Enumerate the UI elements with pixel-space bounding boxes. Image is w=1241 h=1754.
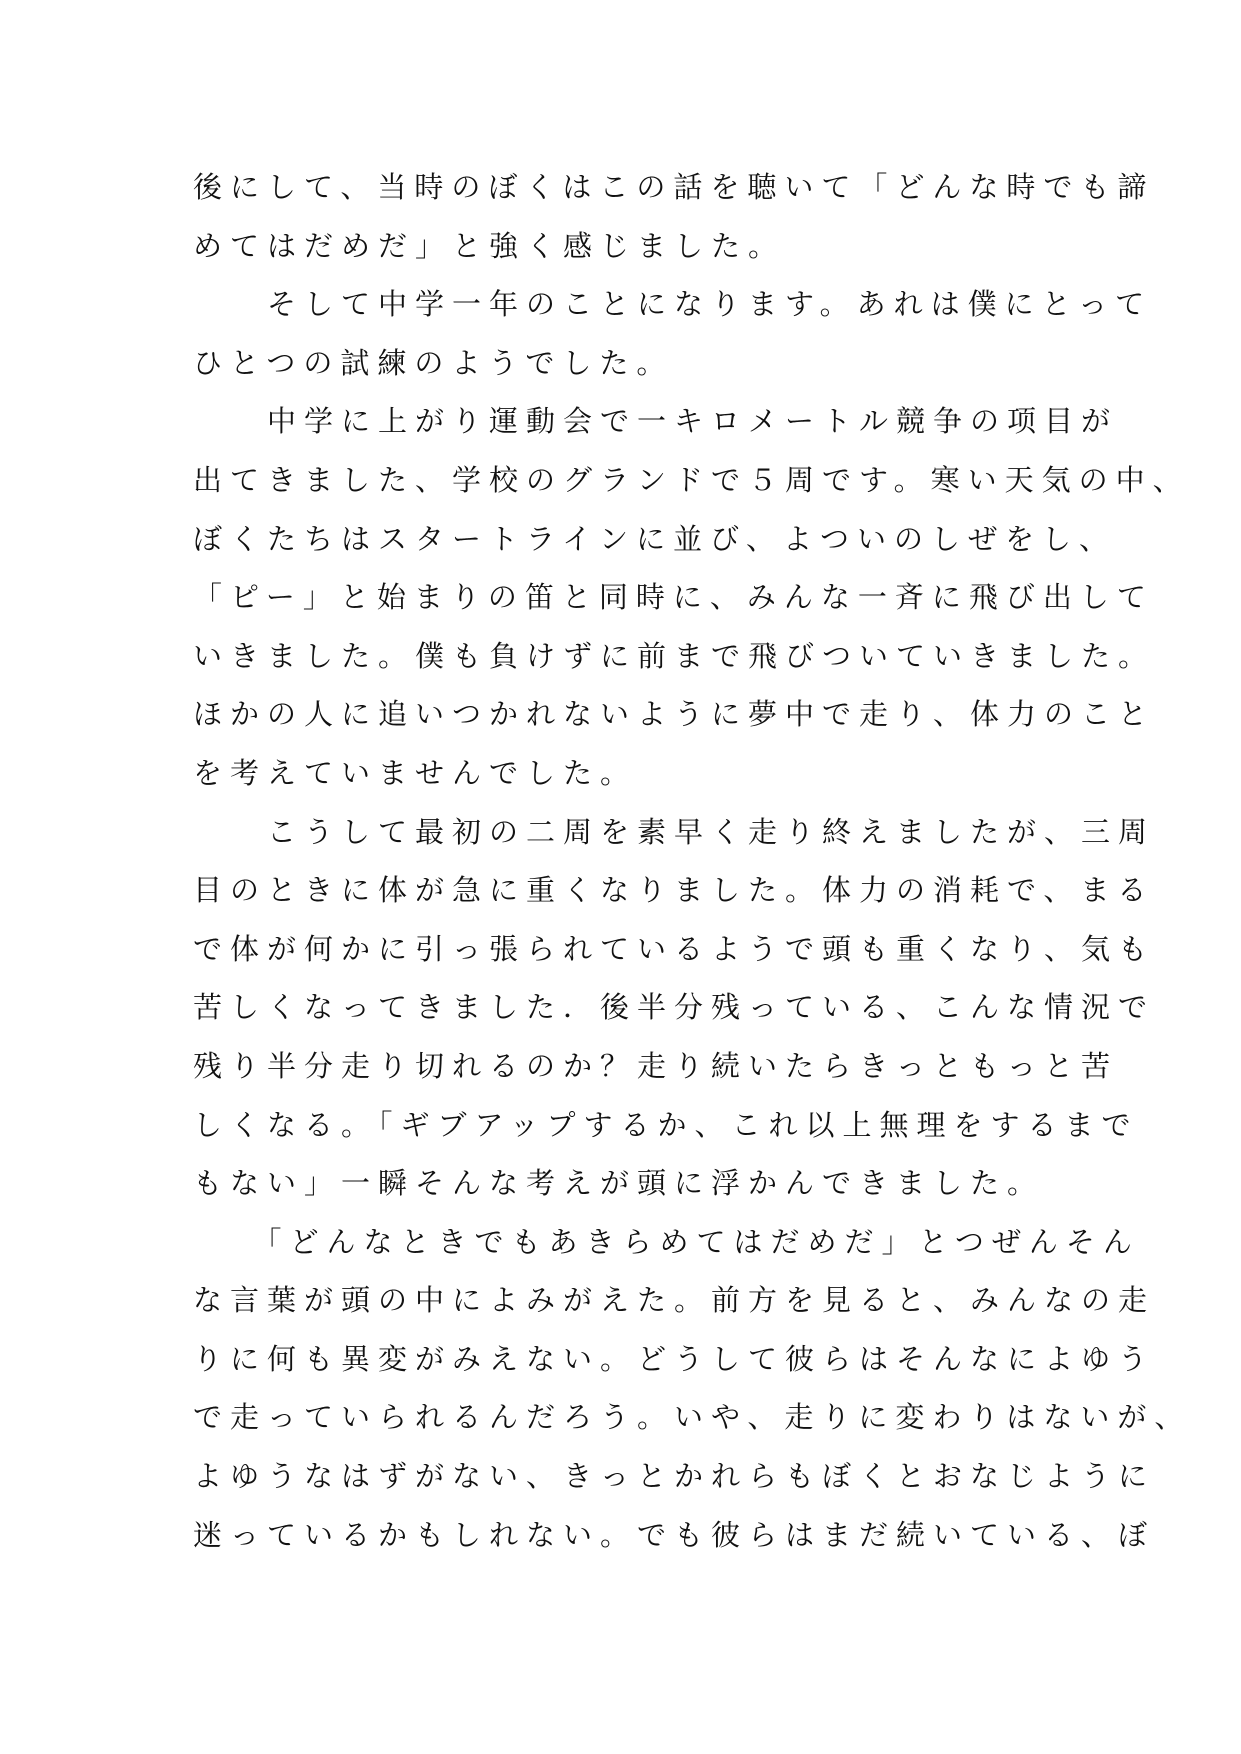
text-line: ひとつの試練のようでした。 [193,345,674,380]
text-line: りに何も異変がみえない。どうして彼らはそんなによゆう [193,1341,1156,1376]
text-line: いきました。僕も負けずに前まで飛びついていきました。 [193,638,1156,673]
text-line: で走っていられるんだろう。いや、走りに変わりはないが、 [193,1400,1192,1435]
text-line: 迷っているかもしれない。でも彼らはまだ続いている、ぼ [193,1517,1156,1552]
text-line: ぼくたちはスタートラインに並び、よついのしぜをし、 [193,521,1116,556]
text-line: しくなる。「ギブアップするか、これ以上無理をするまで [193,1107,1139,1142]
text-line: 出てきました、学校のグランドで５周です。寒い天気の中、 [193,462,1190,497]
text-line: で体が何かに引っ張られているようで頭も重くなり、気も [193,931,1156,966]
text-line: な言葉が頭の中によみがえた。前方を見ると、みんなの走 [193,1283,1156,1318]
text-line: もない」一瞬そんな考えが頭に浮かんできました。 [193,1166,1045,1201]
text-line: こうして最初の二周を素早く走り終えましたが、三周 [193,814,1156,849]
text-line: 苦しくなってきました．後半分残っている、こんな情況で [193,990,1156,1025]
text-line: 目のときに体が急に重くなりました。体力の消耗で、まる [193,873,1155,908]
text-line: 残り半分走り切れるのか？走り続いたらきっともっと苦 [193,1048,1119,1083]
text-line: 「ピー」と始まりの笛と同時に、みんな一斉に飛び出して [193,580,1154,615]
text-line: そして中学一年のことになります。あれは僕にとって [193,287,1153,322]
text-line: 後にして、当時のぼくはこの話を聴いて「どんな時でも諦 [193,170,1155,204]
text-line: 中学に上がり運動会で一キロメートル競争の项目が [193,404,1119,439]
text-line: よゆうなはずがない、きっとかれらもぼくとおなじように [193,1459,1156,1494]
text-line: ほかの人に追いつかれないように夢中で走り、体力のこと [193,697,1156,732]
text-line: めてはだめだ」と強く感じました。 [193,228,786,263]
text-line: 「どんなときでもあきらめてはだめだ」とつぜんそん [193,1224,1140,1259]
body-text [193,158,1192,1564]
text-line: を考えていませんでした。 [193,755,638,790]
